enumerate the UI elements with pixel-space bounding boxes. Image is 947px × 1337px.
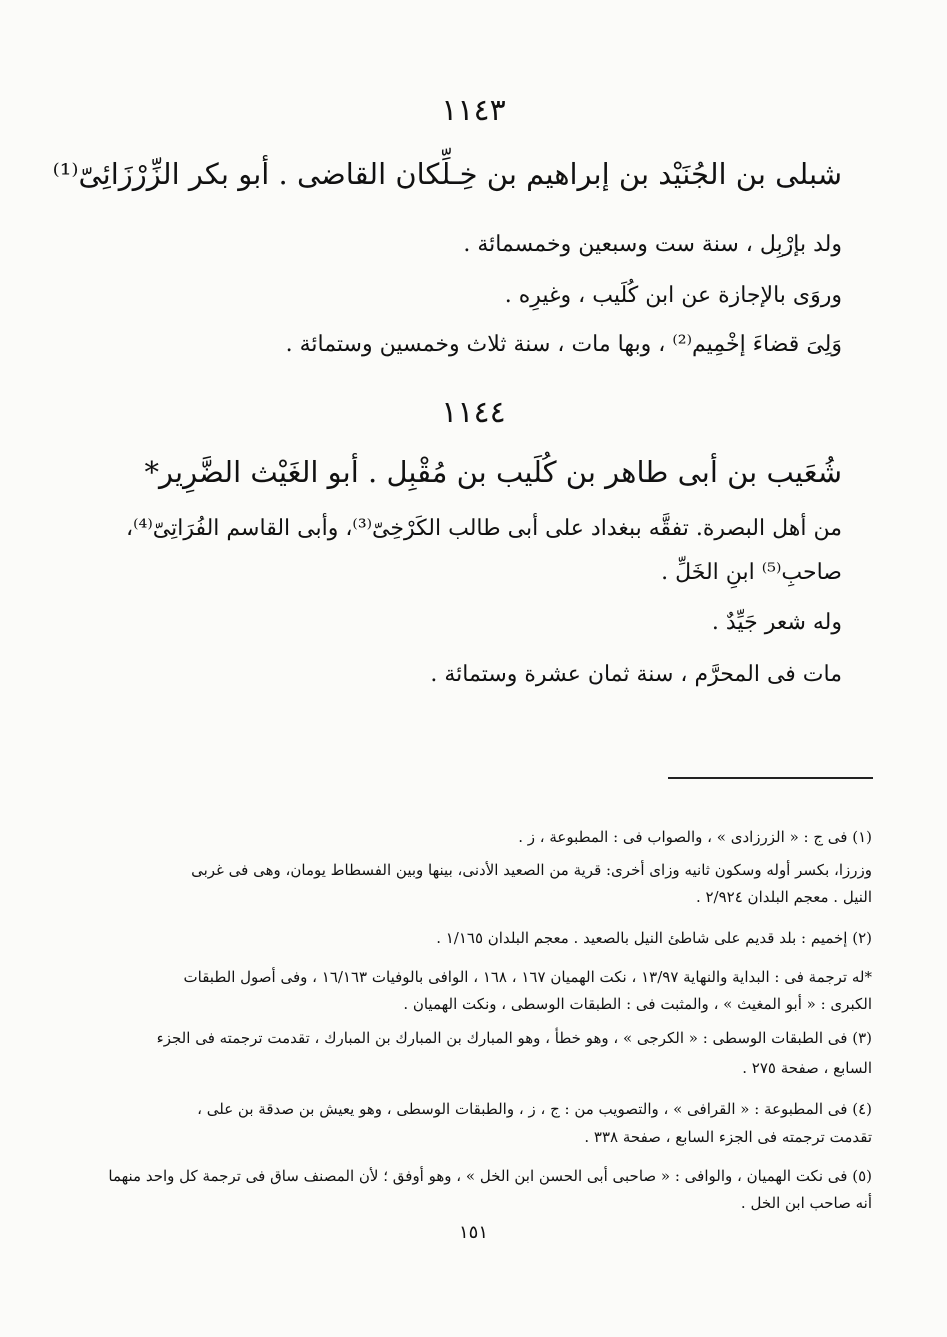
footnote-line: النيل . معجم البلدان ٢/٩٢٤ . xyxy=(695,888,872,906)
footnote-line: (٣) فى الطبقات الوسطى : « الكرجى » ، وهو خطأ ، وهو المبارك بن المبارك بن المبارك ، تقدمت ترجمته فى الجزء xyxy=(156,1029,872,1047)
footnote-line: (٥) فى نكت الهميان ، والوافى : « صاحبى أبى الحسن ابن الخل » ، وهو أوفق ؛ لأن المصنف ساق فى ترجمة كل واحد منهما xyxy=(108,1167,872,1185)
entry-title: شبلى بن الجُنَيْد بن إبراهيم بن خِـلِّكان القاضى . أبو بكر الزِّرْزَائِىّ⁽¹⁾ xyxy=(52,157,842,191)
entry-number: ١١٤٤ xyxy=(441,395,506,430)
text-line: وَلِىَ قضاءَ إخْمِيم⁽²⁾ ، وبها مات ، سنة ثلاث وخمسين وستمائة . xyxy=(285,332,842,357)
footnote-line: أنه صاحب ابن الخل . xyxy=(740,1194,872,1212)
text-line: وروَى بالإجازة عن ابن كُلَيب ، وغيرِه . xyxy=(504,283,842,308)
footnote-line: وزرزا، بكسر أوله وسكون ثانيه وزاى أخرى: قرية من الصعيد الأدنى، بينها وبين الفسطاط يومان، وهى فى غربى xyxy=(191,861,872,879)
text-line: من أهل البصرة. تفقَّه ببغداد على أبى طالب الكَرْخِىّ⁽³⁾، وأبى القاسم الفُرَاتِىّ⁽⁴⁾، xyxy=(126,516,842,541)
text-line: مات فى المحرَّم ، سنة ثمان عشرة وستمائة . xyxy=(430,662,842,687)
footnote-line: تقدمت ترجمته فى الجزء السابع ، صفحة ٣٣٨ . xyxy=(584,1128,872,1146)
footnote-line: (٤) فى المطبوعة : « القرافى » ، والتصويب من : ج ، ز ، والطبقات الوسطى ، وهو يعيش بن صدقة بن على ، xyxy=(197,1100,872,1118)
footnote-line: (٢) إخميم : بلد قديم على شاطئ النيل بالصعيد . معجم البلدان ١/١٦٥ . xyxy=(436,929,872,947)
page-number: ١٥١ xyxy=(458,1222,488,1243)
footnote-line: الكبرى : « أبو المغيث » ، والمثبت فى : الطبقات الوسطى ، ونكت الهميان . xyxy=(403,995,872,1013)
entry-number: ١١٤٣ xyxy=(441,93,506,128)
text-line: صاحبِ⁽⁵⁾ ابنِ الخَلِّ . xyxy=(661,560,842,585)
footnote-line: (١) فى ج : « الزرزادى » ، والصواب فى : المطبوعة ، ز . xyxy=(518,828,872,846)
footnote-line: السابع ، صفحة ٢٧٥ . xyxy=(742,1059,872,1077)
text-line: ولد بإرْبِل ، سنة ست وسبعين وخمسمائة . xyxy=(463,232,842,257)
footnote-separator xyxy=(668,777,873,779)
text-line: وله شعر جَيِّدٌ . xyxy=(711,610,842,635)
entry-title: شُعَيب بن أبى طاهر بن كُلَيب بن مُقْبِل . أبو الغَيْث الضَّرِير* xyxy=(144,455,842,489)
footnote-line: *له ترجمة فى : البداية والنهاية ١٣/٩٧ ، نكت الهميان ١٦٧ ، ١٦٨ ، الوافى بالوفيات ١٦/١٦٣ ، وفى أصول الطبقات xyxy=(183,968,872,986)
